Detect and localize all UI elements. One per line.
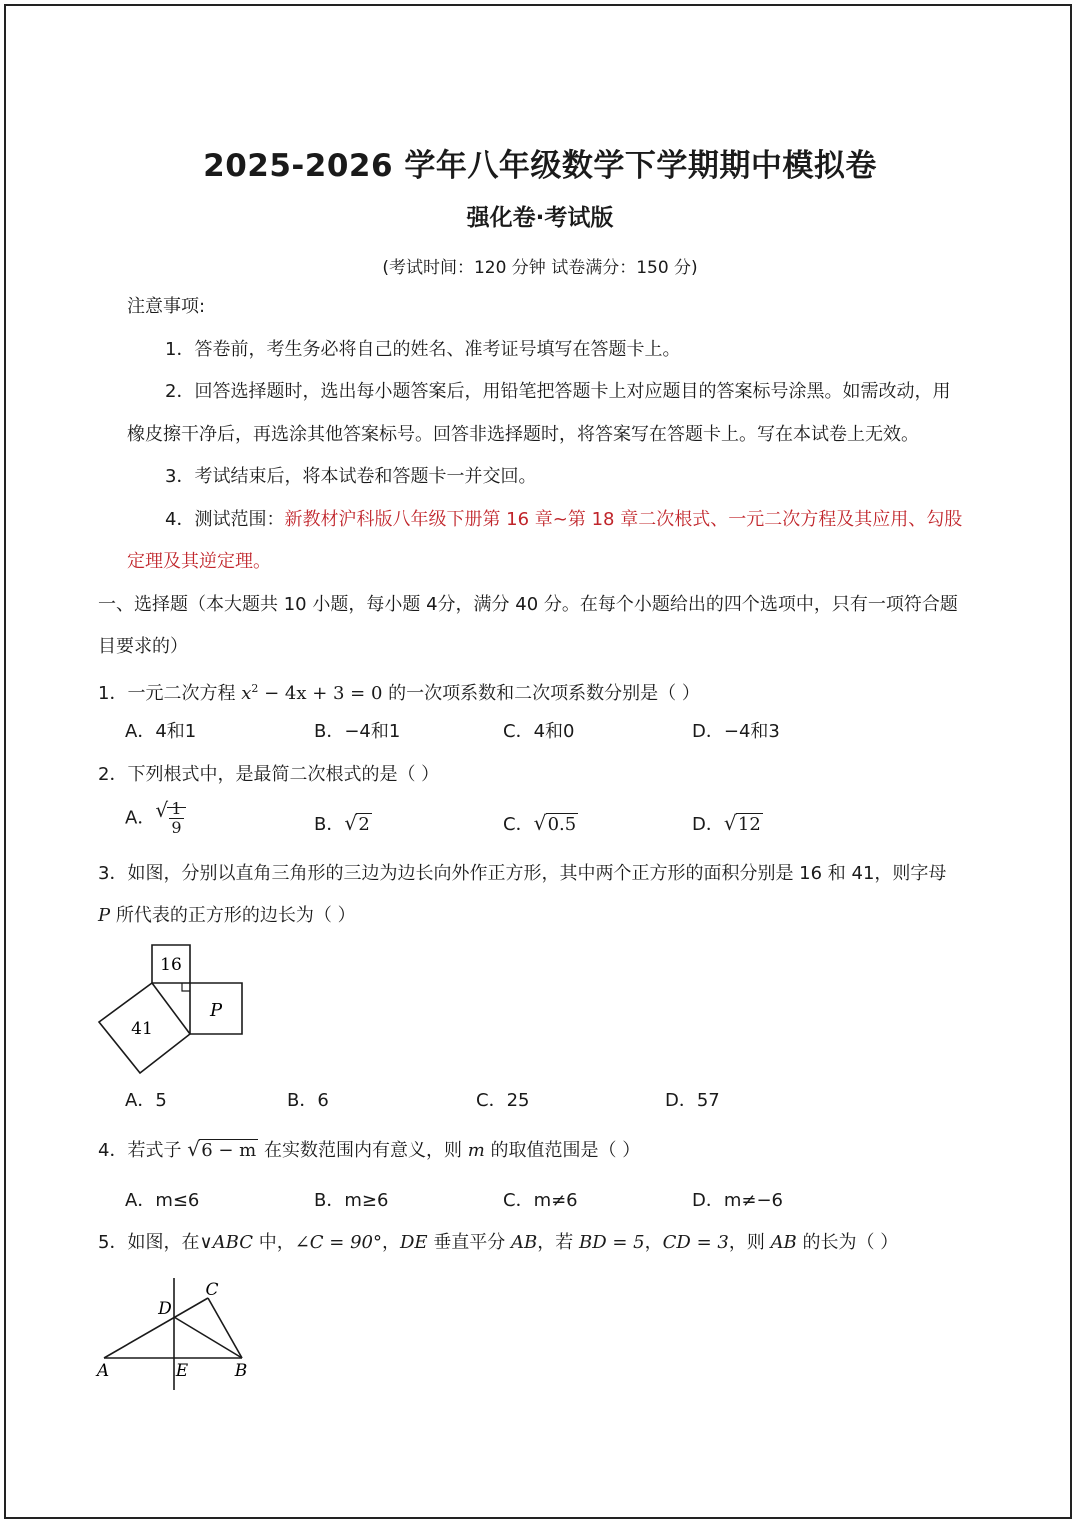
- q4-option-d[interactable]: D．m≠−6: [692, 1190, 784, 1211]
- q5-bd: BD = 5: [579, 1232, 645, 1253]
- notice-item-2-line-2: 橡皮擦干净后，再选涂其他答案标号。回答非选择题时，将答案写在答题卡上。写在本试卷上无效。: [127, 424, 919, 445]
- q2-a-label: A．: [125, 807, 156, 829]
- q1-prefix: 1．一元二次方程: [98, 683, 242, 704]
- notice-item-2-line-1: 2．回答选择题时，选出每小题答案后，用铅笔把答题卡上对应题目的答案标号涂黑。如需改动，用: [165, 381, 951, 402]
- exam-subtitle: 强化卷·考试版: [466, 205, 614, 231]
- q2-option-d[interactable]: D． √ 12: [692, 811, 761, 835]
- q1-option-b[interactable]: B．−4和1: [314, 721, 401, 742]
- q5-part-5: ，若: [537, 1232, 579, 1253]
- label-p: P: [209, 1000, 223, 1021]
- q3-var-p: P: [98, 905, 111, 926]
- right-angle-mark: [182, 983, 190, 991]
- notice-heading: 注意事项:: [127, 296, 206, 317]
- q5-part-3: ，: [382, 1232, 400, 1253]
- section-heading-line-1: 一、选择题（本大题共 10 小题，每小题 4分，满分 40 分。在每个小题给出的四个选项中，只有一项符合题: [98, 594, 958, 615]
- segment-cb: [208, 1298, 242, 1358]
- point-c-label: C: [205, 1280, 219, 1300]
- q4-suffix-1: 在实数范围内有意义，则: [258, 1140, 468, 1161]
- label-41: 41: [131, 1019, 153, 1039]
- q5-angle: ∠C = 90°: [294, 1232, 382, 1253]
- q3-option-c[interactable]: C．25: [476, 1090, 530, 1111]
- q2-a-num: 1: [171, 799, 182, 818]
- q3-option-b[interactable]: B．6: [287, 1090, 329, 1111]
- q4-radicand: 6 − m: [201, 1140, 257, 1161]
- q1-eq-x: x: [241, 683, 252, 704]
- q3-line2-rest: 所代表的正方形的边长为（ ）: [110, 905, 356, 926]
- q2-a-den: 9: [171, 818, 182, 837]
- point-b-label: B: [234, 1361, 248, 1381]
- label-16: 16: [160, 955, 182, 975]
- exam-info: (考试时间：120 分钟 试卷满分：150 分): [382, 258, 698, 278]
- q5-de: DE: [400, 1232, 428, 1253]
- point-a-label: A: [96, 1361, 110, 1381]
- q5-part-4: 垂直平分: [427, 1232, 512, 1253]
- q5-triangle: ∨ABC: [199, 1232, 253, 1253]
- point-e-label: E: [175, 1361, 189, 1381]
- q2-b-label: B．: [314, 814, 345, 835]
- q2-b-radicand: 2: [358, 814, 370, 835]
- q3-figure-squares: [90, 935, 260, 1080]
- q1-eq-exp: 2: [251, 682, 259, 695]
- q5-part-1: 5．如图，在: [98, 1232, 200, 1253]
- point-d-label: D: [158, 1299, 172, 1319]
- notice-item-3: 3．考试结束后，将本试卷和答题卡一并交回。: [165, 466, 537, 487]
- section-heading-line-2: 目要求的）: [98, 636, 188, 657]
- q5-ab: AB: [511, 1232, 538, 1253]
- question-2-stem: 2．下列根式中，是最简二次根式的是（ ）: [98, 764, 440, 785]
- q2-option-b[interactable]: B． √ 2: [314, 811, 370, 835]
- q2-c-radicand: 0.5: [547, 814, 577, 835]
- q4-option-c[interactable]: C．m≠6: [503, 1190, 578, 1211]
- notice-item-4-prefix: 4．测试范围：: [165, 509, 285, 530]
- test-scope-line-2: 定理及其逆定理。: [127, 551, 271, 572]
- exam-title: 2025-2026 学年八年级数学下学期期中模拟卷: [203, 148, 877, 184]
- segment-db: [174, 1317, 242, 1358]
- q2-option-c[interactable]: C． √ 0.5: [503, 811, 577, 835]
- test-scope-line-1: 新教材沪科版八年级下册第 16 章~第 18 章二次根式、一元二次方程及其应用、勾股: [284, 509, 963, 530]
- question-5-stem: [98, 1231, 898, 1255]
- q5-part-8: 的长为（ ）: [796, 1232, 899, 1253]
- q4-suffix-2: 的取值范围是（ ）: [484, 1140, 641, 1161]
- q1-option-c[interactable]: C．4和0: [503, 721, 575, 742]
- q1-option-d[interactable]: D．−4和3: [692, 721, 780, 742]
- q1-suffix: 的一次项系数和二次项系数分别是（ ）: [382, 683, 700, 704]
- notice-item-1: 1．答卷前，考生务必将自己的姓名、准考证号填写在答题卡上。: [165, 339, 681, 360]
- q2-c-label: C．: [503, 814, 534, 835]
- q1-option-a[interactable]: A．4和1: [125, 721, 197, 742]
- q4-option-b[interactable]: B．m≥6: [314, 1190, 389, 1211]
- q4-prefix: 4．若式子: [98, 1140, 188, 1161]
- q2-d-radicand: 12: [737, 814, 761, 835]
- q2-option-a[interactable]: A． √ $\frac{1}{9}$: [125, 800, 186, 837]
- q5-cd: CD = 3: [662, 1232, 729, 1253]
- q5-ab-2: AB: [770, 1232, 797, 1253]
- question-1-stem: [98, 677, 700, 706]
- q3-option-a[interactable]: A．5: [125, 1090, 167, 1111]
- q4-var-m: m: [467, 1140, 485, 1161]
- q5-figure-triangle: [90, 1270, 265, 1395]
- q5-part-7: ，则: [728, 1232, 771, 1253]
- q4-option-a[interactable]: A．m≤6: [125, 1190, 200, 1211]
- question-3-stem-line-2: [98, 904, 356, 928]
- notice-item-4: [165, 508, 962, 532]
- q5-part-2: 中，: [252, 1232, 295, 1253]
- question-4-stem: 4．若式子 √ 6 − m 在实数范围内有意义，则 m 的取值范围是（ ）: [98, 1137, 641, 1161]
- q1-eq-rest: − 4x + 3 = 0: [258, 683, 383, 704]
- question-3-stem-line-1: 3．如图，分别以直角三角形的三边为边长向外作正方形，其中两个正方形的面积分别是 16 和 41，则字母: [98, 863, 947, 884]
- q2-d-label: D．: [692, 814, 724, 835]
- q5-part-6: ，: [644, 1232, 663, 1253]
- q3-option-d[interactable]: D．57: [665, 1090, 720, 1111]
